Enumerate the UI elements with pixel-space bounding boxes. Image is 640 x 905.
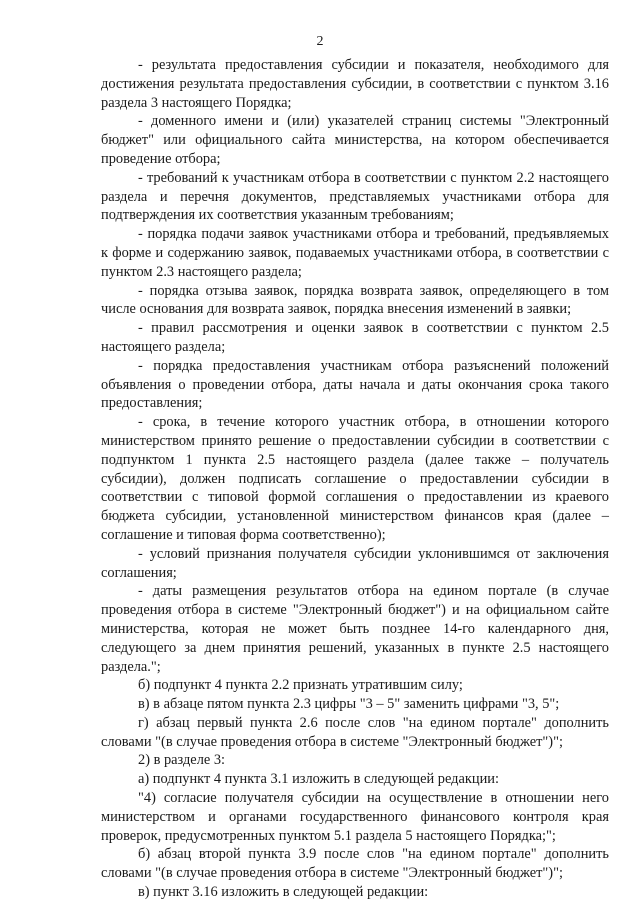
paragraph: - порядка предоставления участникам отбора разъяснений положений объявления о проведении отбора, даты начала и даты окончания срока такого предоставления; [101,357,609,412]
paragraph: "4) согласие получателя субсидии на осуществление в отношении него министерством и органами государственного финансового контроля края проверок, предусмотренных пунктом 5.1 раздела 5 настоящего Порядка;"; [101,790,609,844]
paragraph: - порядка отзыва заявок, порядка возврата заявок, определяющего в том числе основания для возврата заявок, порядка внесения изменений в заявки; [101,282,609,318]
paragraph: в) пункт 3.16 изложить в следующей редакции: [138,884,429,901]
paragraph: 2) в разделе 3: [138,752,226,769]
paragraph: б) абзац второй пункта 3.9 после слов "на едином портале" дополнить словами "(в случае проведения отбора в системе "Электронный бюджет")"; [101,846,609,882]
paragraph: - доменного имени и (или) указателей страниц системы "Электронный бюджет" или официального сайта министерства, на котором обеспечивается проведение отбора; [101,113,609,167]
paragraph: в) в абзаце пятом пункта 2.3 цифры "3 – 5" заменить цифрами "3, 5"; [138,696,560,713]
document-body [101,56,609,902]
paragraph: б) подпункт 4 пункта 2.2 признать утратившим силу; [138,677,463,694]
page-number: 2 [316,34,324,49]
paragraph: - срока, в течение которого участник отбора, в отношении которого министерством принято решение о предоставлении субсидии в соответствии с подпунктом 1 пункта 2.5 настоящего раздела (далее также – получатель субсидии), должен подписать соглашение о предоставлении субсидии в соответствии с типовой формой соглашения о предоставлении из краевого бюджета субсидии, установленной министерством финансов края (далее – соглашение и типовая форма соответственно); [101,414,609,543]
paragraph: - результата предоставления субсидии и показателя, необходимого для достижения результата предоставления субсидии, в соответствии с пунктом 3.16 раздела 3 настоящего Порядка; [101,57,609,111]
paragraph: а) подпункт 4 пункта 3.1 изложить в следующей редакции: [138,771,499,788]
paragraph: - требований к участникам отбора в соответствии с пунктом 2.2 настоящего раздела и перечня документов, представляемых участниками отбора для подтверждения их соответствия указанным требованиям; [101,169,609,224]
paragraph: - правил рассмотрения и оценки заявок в соответствии с пунктом 2.5 настоящего раздела; [101,320,609,355]
paragraph: - порядка подачи заявок участниками отбора и требований, предъявляемых к форме и содержанию заявок, подаваемых участниками отбора, в соответствии с пунктом 2.3 настоящего раздела; [101,226,609,280]
paragraph: - даты размещения результатов отбора на едином портале (в случае проведения отбора в системе "Электронный бюджет") и на официальном сайте министерства, которая не может быть позднее 14-го календарного дня, следующего за днем принятия решений, указанных в пункте 2.5 настоящего раздела."; [101,583,609,675]
paragraph: г) абзац первый пункта 2.6 после слов "на едином портале" дополнить словами "(в случае проведения отбора в системе "Электронный бюджет")"; [101,714,609,750]
paragraph: - условий признания получателя субсидии уклонившимся от заключения соглашения; [101,545,609,581]
